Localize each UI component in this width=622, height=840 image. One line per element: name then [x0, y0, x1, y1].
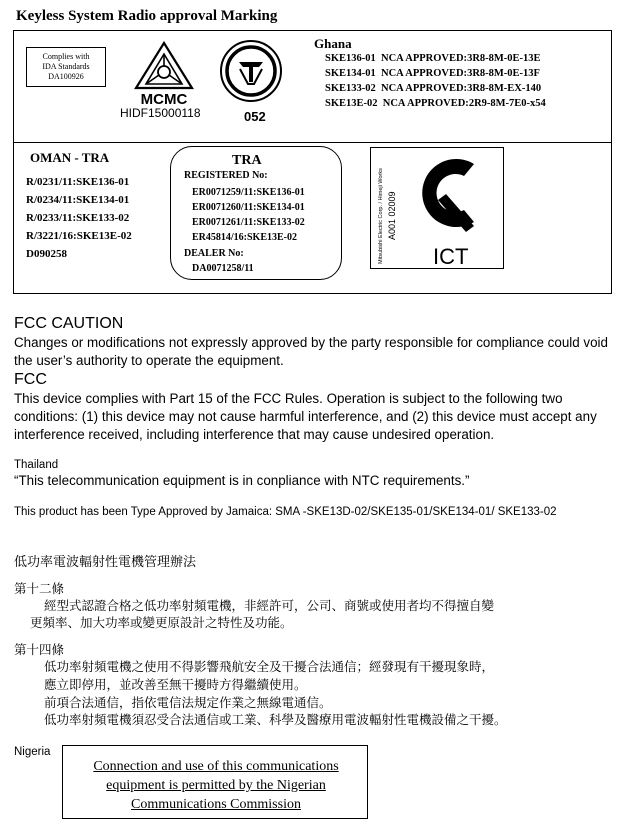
box-divider: [13, 142, 612, 143]
ghana-title: Ghana: [314, 36, 352, 51]
ghana-approval-label: NCA APPROVED:: [382, 98, 469, 109]
ghana-model: SKE136-01: [325, 53, 376, 64]
ghana-logo-number: 052: [244, 109, 266, 124]
ict-c-tick-icon: [408, 152, 488, 238]
tra-registered-row: ER0071261/11:SKE133-02: [192, 217, 305, 228]
ghana-approval-label: NCA APPROVED:: [381, 83, 468, 94]
nigeria-line: Communications Commission: [131, 797, 301, 812]
taiwan-article-14-heading: 第十四條: [14, 642, 65, 657]
nigeria-line: Connection and use of this communications: [93, 759, 339, 774]
ghana-approval-number: 3R8-8M-0E-13E: [467, 53, 541, 64]
taiwan-article-12-line: 經型式認證合格之低功率射頻電機，非經許可，公司、商號或使用者均不得擅自變: [44, 598, 495, 613]
fcc-text: This device complies with Part 15 of the FCC Rules. Operation is subject to the following two conditions: (1) this device may not cause harmful interference, and (2) this device must accept any interference received, including interference that may cause undesired operation.: [14, 391, 597, 442]
thailand-text: “This telecommunication equipment is in conpliance with NTC requirements.”: [14, 473, 470, 488]
ida-line-1: Complies with: [42, 52, 90, 61]
ghana-approval-number: 2R9-8M-7E0-x54: [468, 98, 546, 109]
fcc-heading: FCC: [14, 371, 47, 388]
ict-label: ICT: [433, 244, 469, 269]
tra-registered-row: ER0071259/11:SKE136-01: [192, 187, 305, 198]
tra-title: TRA: [232, 153, 262, 168]
oman-row: R/3221/16:SKE13E-02: [26, 230, 132, 242]
mcmc-logo-text: MCMC: [140, 91, 188, 106]
ghana-nca-logo-icon: [218, 38, 284, 110]
taiwan-article-12-line: 更頻率、加大功率或變更原設計之特性及功能。: [30, 615, 293, 630]
tra-dealer-label: DEALER No:: [184, 248, 244, 259]
ghana-approval-number: 3R8-8M-0E-13F: [467, 68, 540, 79]
ghana-approval-label: NCA APPROVED:: [381, 53, 468, 64]
ida-line-2: IDA Standards: [42, 62, 90, 71]
nigeria-line: equipment is permitted by the Nigerian: [106, 778, 326, 793]
taiwan-article-14-line: 前項合法通信，指依電信法規定作業之無線電通信。: [44, 695, 332, 710]
ida-code: DA100926: [48, 72, 84, 81]
nigeria-statement: [72, 757, 360, 814]
oman-title: OMAN - TRA: [30, 150, 110, 165]
ict-side-text: [372, 150, 400, 266]
mcmc-logo-icon: [122, 40, 206, 106]
taiwan-article-14-line: 應立即停用，並改善至無干擾時方得繼續使用。: [44, 677, 307, 692]
taiwan-article-14-line: 低功率射頻電機之使用不得影響飛航安全及干擾合法通信；經發現有干擾現象時，: [44, 659, 495, 674]
fcc-caution-text: Changes or modifications not expressly approved by the party responsible for compliance could void the user’s authority to operate the equipment.: [14, 335, 608, 368]
tra-dealer-number: DA0071258/11: [192, 263, 254, 274]
taiwan-article-14-line: 低功率射頻電機須忍受合法通信或工業、科學及醫療用電波輻射性電機設備之干擾。: [44, 712, 507, 727]
ghana-model: SKE133-02: [325, 83, 376, 94]
ghana-approval-label: NCA APPROVED:: [381, 68, 468, 79]
ghana-model: SKE134-01: [325, 68, 376, 79]
fcc-caution-heading: FCC CAUTION: [14, 315, 124, 332]
ict-code: A001 02009: [387, 191, 397, 240]
tra-registered-row: ER0071260/11:SKE134-01: [192, 202, 305, 213]
oman-row: R/0231/11:SKE136-01: [26, 176, 130, 188]
mcmc-code: HIDF15000118: [120, 106, 201, 120]
oman-row: D090258: [26, 248, 67, 260]
ict-manufacturer: Mitsubishi Electric Corp. / Himeji Works: [378, 168, 384, 264]
ghana-row: [325, 53, 541, 64]
ghana-model: SKE13E-02: [325, 98, 378, 109]
ida-compliance-label: [26, 47, 106, 87]
taiwan-title: 低功率電波輻射性電機管理辦法: [14, 555, 197, 570]
oman-row: R/0234/11:SKE134-01: [26, 194, 130, 206]
jamaica-text: This product has been Type Approved by Jamaica: SMA -SKE13D-02/SKE135-01/SKE134-01/ SKE133-02: [14, 506, 557, 518]
ghana-row: [325, 68, 540, 79]
page-title: Keyless System Radio approval Marking: [16, 8, 278, 24]
nigeria-label: Nigeria: [14, 746, 51, 758]
taiwan-article-12-heading: 第十二條: [14, 581, 65, 596]
thailand-heading: Thailand: [14, 459, 59, 471]
oman-row: R/0233/11:SKE133-02: [26, 212, 130, 224]
ghana-approval-number: 3R8-8M-EX-140: [467, 83, 542, 94]
tra-registered-row: ER45814/16:SKE13E-02: [192, 232, 298, 243]
ghana-row: [325, 98, 546, 109]
tra-registered-label: REGISTERED No:: [184, 170, 268, 181]
ghana-row: [325, 83, 541, 94]
